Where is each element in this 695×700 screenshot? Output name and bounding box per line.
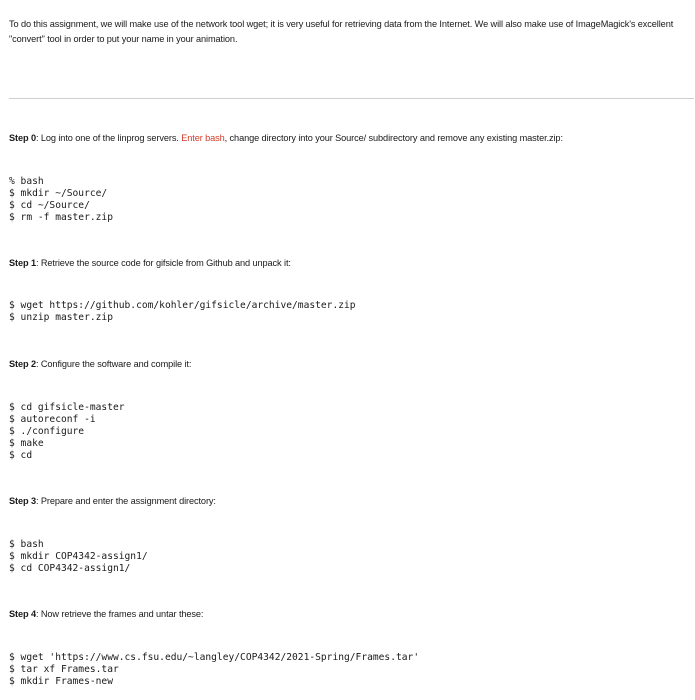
step-0-label: Step 0 (9, 133, 36, 143)
step-4-instruction (9, 607, 203, 621)
step-4-label: Step 4 (9, 609, 36, 619)
step-2-code-block: $ cd gifsicle-master $ autoreconf -i $ ./configure $ make $ cd (9, 402, 125, 461)
step-0-highlight: Enter bash (181, 133, 225, 143)
intro-paragraph: To do this assignment, we will make use of the network tool wget; it is very useful for retrieving data from the Internet. We will also make use of ImageMagick's excellent "convert" tool in order to put your name in your animation. (9, 19, 674, 44)
step-0-code-block: % bash $ mkdir ~/Source/ $ cd ~/Source/ $ rm -f master.zip (9, 176, 113, 223)
step-0-instruction (9, 131, 563, 145)
horizontal-divider (9, 98, 694, 99)
step-1-label: Step 1 (9, 258, 36, 268)
step-4-text: : Now retrieve the frames and untar these: (35, 609, 204, 619)
step-3-code-block: $ bash $ mkdir COP4342-assign1/ $ cd COP4342-assign1/ (9, 539, 148, 574)
step-0-text-before: : Log into one of the linprog servers. (35, 133, 182, 143)
step-3-text: : Prepare and enter the assignment directory: (35, 496, 216, 506)
step-2-label: Step 2 (9, 359, 36, 369)
step-2-instruction (9, 357, 191, 371)
step-0-text-after: , change directory into your Source/ subdirectory and remove any existing master.zip: (224, 133, 563, 143)
step-1-instruction (9, 256, 291, 270)
step-4-code-block: $ wget 'https://www.cs.fsu.edu/~langley/COP4342/2021-Spring/Frames.tar' $ tar xf Frames.tar $ mkdir Frames-new (9, 652, 420, 687)
step-3-instruction (9, 494, 216, 508)
step-2-text: : Configure the software and compile it: (35, 359, 192, 369)
step-3-label: Step 3 (9, 496, 36, 506)
step-1-code-block: $ wget https://github.com/kohler/gifsicle/archive/master.zip $ unzip master.zip (9, 300, 356, 323)
step-1-text: : Retrieve the source code for gifsicle from Github and unpack it: (35, 258, 291, 268)
